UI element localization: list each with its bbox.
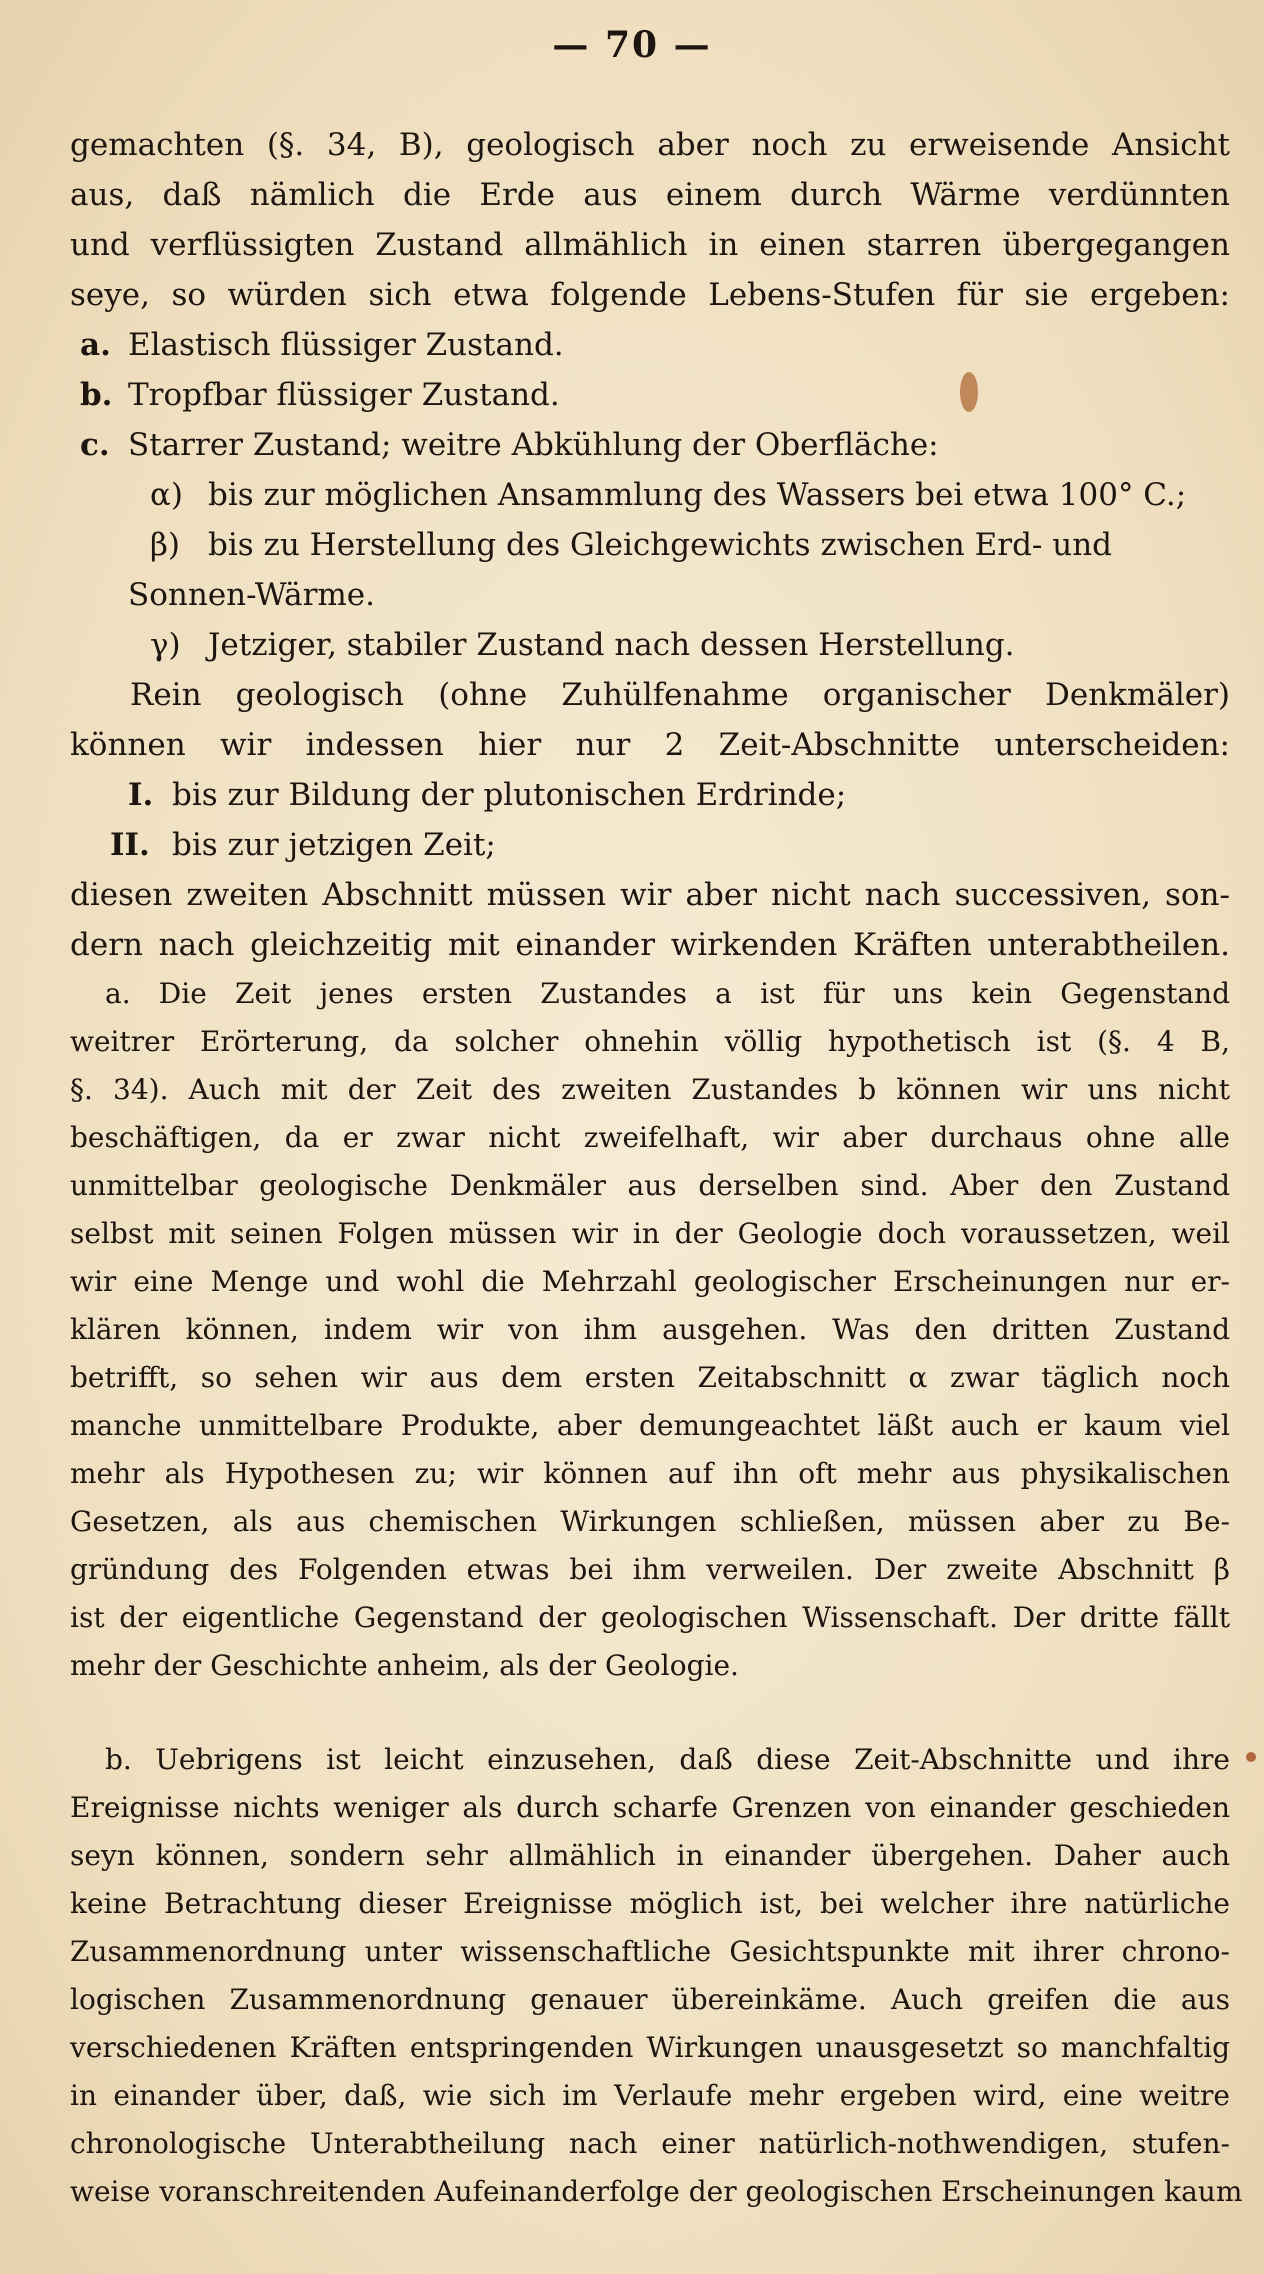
- note-line: beschäftigen, da er zwar nicht zweifelhaft, wir aber durchaus ohne alle: [70, 1121, 1230, 1154]
- stage-item: [80, 420, 1230, 470]
- text-line: Rein geologisch (ohne Zuhülfenahme organischer Denkmäler): [130, 677, 1230, 713]
- stage-text: Starrer Zustand; weitre Abkühlung der Oberfläche:: [128, 427, 939, 463]
- stage-label: b.: [80, 377, 113, 413]
- note-line: b. Uebrigens ist leicht einzusehen, daß diese Zeit-Abschnitte und ihre: [105, 1743, 1230, 1776]
- stage-item: [80, 320, 1230, 370]
- note-line: unmittelbar geologische Denkmäler aus derselben sind. Aber den Zustand: [70, 1169, 1230, 1202]
- substage-item: [150, 620, 1230, 670]
- note-line: keine Betrachtung dieser Ereignisse möglich ist, bei welcher ihre natürliche: [70, 1887, 1230, 1920]
- period-label: II.: [110, 827, 150, 863]
- text-line: dern nach gleichzeitig mit einander wirkenden Kräften unterabtheilen.: [70, 927, 1230, 963]
- note-line: chronologische Unterabtheilung nach einer natürlich-nothwendigen, stufen-: [70, 2127, 1230, 2160]
- note-line: Ereignisse nichts weniger als durch scharfe Grenzen von einander geschieden: [70, 1791, 1230, 1824]
- substage-text: Jetziger, stabiler Zustand nach dessen Herstellung.: [208, 627, 1015, 663]
- stage-text: Elastisch flüssiger Zustand.: [128, 327, 564, 363]
- period-label: I.: [128, 777, 154, 813]
- period-text: bis zur Bildung der plutonischen Erdrinde;: [172, 777, 847, 813]
- note-line: gründung des Folgenden etwas bei ihm verweilen. Der zweite Abschnitt β: [70, 1553, 1230, 1586]
- page-number: — 70 —: [552, 24, 712, 66]
- note-line: Zusammenordnung unter wissenschaftliche Gesichtspunkte mit ihrer chrono-: [70, 1935, 1230, 1968]
- paper-spot: [1246, 1752, 1256, 1762]
- note-line: seyn können, sondern sehr allmählich in einander übergehen. Daher auch: [70, 1839, 1230, 1872]
- note-line: mehr als Hypothesen zu; wir können auf ihn oft mehr aus physikalischen: [70, 1457, 1230, 1490]
- period-item: [110, 820, 1210, 870]
- ink-stain: [960, 372, 978, 412]
- note-line: wir eine Menge und wohl die Mehrzahl geologischer Erscheinungen nur er-: [70, 1265, 1230, 1298]
- stage-item: [80, 370, 1230, 420]
- note-line: klären können, indem wir von ihm ausgehen. Was den dritten Zustand: [70, 1313, 1230, 1346]
- note-line: §. 34). Auch mit der Zeit des zweiten Zustandes b können wir uns nicht: [70, 1073, 1230, 1106]
- text-line: aus, daß nämlich die Erde aus einem durch Wärme verdünnten: [70, 177, 1230, 213]
- text-line: können wir indessen hier nur 2 Zeit-Abschnitte unterscheiden:: [70, 727, 1230, 763]
- note-line: weitrer Erörterung, da solcher ohnehin völlig hypothetisch ist (§. 4 B,: [70, 1025, 1230, 1058]
- period-item: [128, 770, 1228, 820]
- stage-label: a.: [80, 327, 111, 363]
- stage-text: Tropfbar flüssiger Zustand.: [128, 377, 560, 413]
- note-line: verschiedenen Kräften entspringenden Wirkungen unausgesetzt so manchfaltig: [70, 2031, 1230, 2064]
- stage-label: c.: [80, 427, 110, 463]
- substage-continuation: Sonnen-Wärme.: [128, 577, 375, 613]
- note-line: betrifft, so sehen wir aus dem ersten Zeitabschnitt α zwar täglich noch: [70, 1361, 1230, 1394]
- note-line: in einander über, daß, wie sich im Verlaufe mehr ergeben wird, eine weitre: [70, 2079, 1230, 2112]
- note-line: mehr der Geschichte anheim, als der Geologie.: [70, 1649, 739, 1682]
- note-line: Gesetzen, als aus chemischen Wirkungen schließen, müssen aber zu Be-: [70, 1505, 1230, 1538]
- period-text: bis zur jetzigen Zeit;: [172, 827, 496, 863]
- text-line: und verflüssigten Zustand allmählich in einen starren übergegangen: [70, 227, 1230, 263]
- note-line: ist der eigentliche Gegenstand der geologischen Wissenschaft. Der dritte fällt: [70, 1601, 1230, 1634]
- text-line: seye, so würden sich etwa folgende Lebens-Stufen für sie ergeben:: [70, 277, 1230, 313]
- substage-item: [150, 520, 1230, 570]
- substage-text: bis zu Herstellung des Gleichgewichts zwischen Erd- und: [208, 527, 1113, 563]
- substage-label: α): [150, 477, 184, 513]
- text-line: diesen zweiten Abschnitt müssen wir aber nicht nach successiven, son-: [70, 877, 1230, 913]
- note-line: manche unmittelbare Produkte, aber demungeachtet läßt auch er kaum viel: [70, 1409, 1230, 1442]
- substage-label: γ): [150, 627, 181, 663]
- substage-item: [150, 470, 1230, 520]
- note-line: selbst mit seinen Folgen müssen wir in der Geologie doch voraussetzen, weil: [70, 1217, 1230, 1250]
- note-line: a. Die Zeit jenes ersten Zustandes a ist für uns kein Gegenstand: [105, 977, 1230, 1010]
- note-line: logischen Zusammenordnung genauer übereinkäme. Auch greifen die aus: [70, 1983, 1230, 2016]
- note-line: weise voranschreitenden Aufeinanderfolge der geologischen Erscheinungen kaum: [70, 2175, 1243, 2208]
- substage-label: β): [150, 527, 181, 563]
- text-line: gemachten (§. 34, B), geologisch aber noch zu erweisende Ansicht: [70, 127, 1230, 163]
- substage-text: bis zur möglichen Ansammlung des Wassers bei etwa 100° C.;: [208, 477, 1187, 513]
